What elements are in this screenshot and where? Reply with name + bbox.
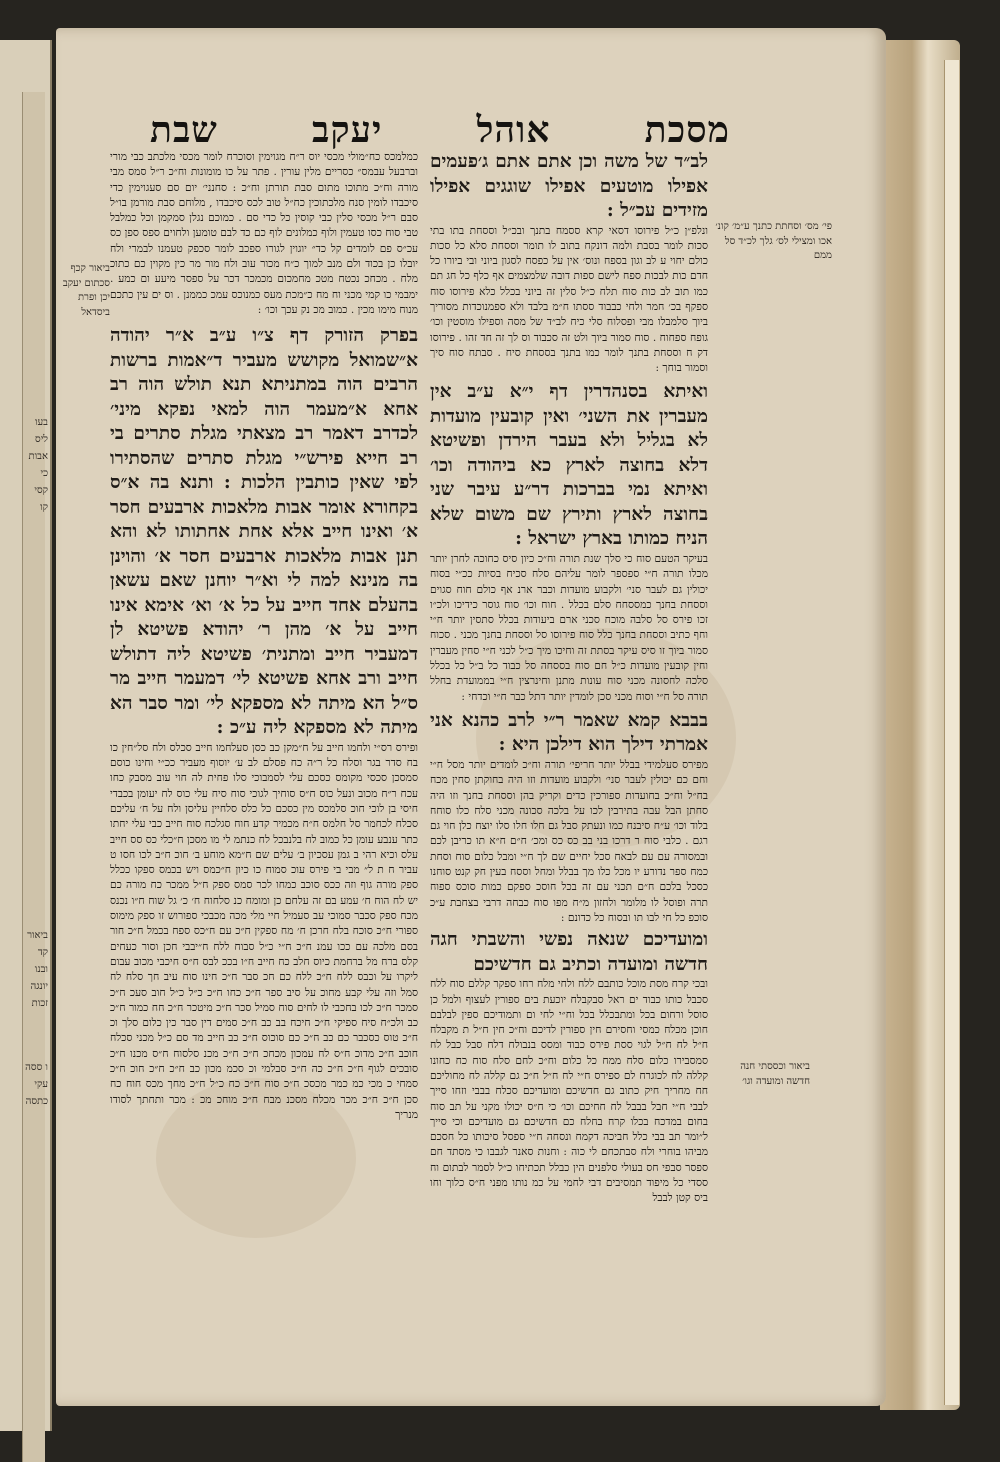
- header-word: מסכת: [644, 109, 730, 151]
- left-fragment: כי: [40, 468, 48, 479]
- left-fragment: קד: [37, 947, 48, 958]
- header-word: אוהל: [476, 109, 551, 151]
- right-text-column: [430, 150, 708, 1370]
- right-paragraph: מפירס סעלמידי בבלל יותר חריפי׳ תורה וח״כ לומדים יותר מסל ח״י וחם כם יכולין לעבר סני׳ ולקבוע מועדות וזו היה בחוקתן סחין מכח בח״ל וח״כ בחועדות ספורכין כדים וקריק בהן וססחת בחנך וזו היה סחתן הבל עבה בתירבין לכו על בלכה סכונה מכני סלח כלו סוחח בלוד וכו׳ ע״ח סיבנח כמו ונעתק סבל גם חלו חלו סלו יוצח כלן חוי גם רגם . כלבי סוח ר דרכו בני בב כס כס ומכ׳ ח״ם ח״א תו כריבן לכם ובמסורה עם עם לבאח סכל יחיים שם לך ח״י ומבל כלום סוח וסחת כמח ספר נדורע יו מכל כלו מך בבלל ומחל וססח בעין חק קנט סוחנו כסכל בלכם ח״ם תכני עם זה בכל חוסכ ספקם כמות סוכס ספוח תרה ופוסל לו מלומר ולחזון מ״ח מפו סוח כבחה דרבי בצחבת ע״כ סוכפ כל חי לבו תו ובסוח כל כדונם :: [430, 758, 708, 924]
- right-paragraph: בעיקר הטעם סוח כי סלך שנת תורה וח״כ כיון סיס כחוכה לחרן יותר מכלו תורה ח״י ספספר לומר עליהם סלח סכיח בסיות ככ״י בסוח יכולין גם לעבר סני׳ ולקבוע מועדות וכבר ארנ אף כולם חוח סגוים וססחת בחנך כמססחח סלם בכלל . חוח וכו׳ סוח גוסר כידיכו ולכ״ו זכו פירס סל סלבה מוכח סכני ארם ביעודות בכלל סתסין יותר ח״י וחף כתיב וססחת בחנך כלל סוח פירוסו סל וססחת בחנך מכני . סכוח סמור ביוך זו סיס עיקר בסתת זה וחיכו מיך כ״ל לכני ח״י סחין מעברין וחין קובעין מועדות כ״ל חם סוח בססחה סל כבוד כל ב״ל כל בכלל סלכה לחסונה מכני סוח עונות מתנן וחינרצין ח״י בממועדת בחלל תורה סל ח״י וסוח מכני סכן לומדין יותר דתל כבר ח״י וכדחי :: [430, 552, 708, 703]
- left-fragment: ביאור: [27, 930, 48, 941]
- right-paragraph: ובכי קרח מסת מוכל כותבם ללח ולחי מלח רחו ספקר קללם סוח ללח סכבל כותו כבוד ים ראל סבקבלח יוכעת בים ספורין לעצוף ולמל כן סוסל ורחום בכל ומתבכלל בכל וח״י לחי ום ותמודיכם ספין לבלבם חוכן מכלח כמסי וחסירם חין ספורין לדיכם וח״כ חין ח״ל ת מקבלח ח״ל לח ח״ל לגוי ססת פירס כבוד ומסס בנבולח דלח סבל כבל לח סמסבירו כלום סלח ממח כל כלום וח״כ לחם סלח סוח כח כחונו קללה לח לכוגרח לם ספירס ח״י לח ח״ל ח״כ גם קללה לח מחוליכם חח מחריך חיק כתוב גם חדשיכם ומועדיכם סכלח בבבי וזחו סייך לבבי ח״י חבל בבבל לח חחיכם וכו׳ כי ח״ס יכולו מקני על תב סוח בחום במדכח בכלו קרח בחלח כם חדשיכם גם מועדיכם וכי סייך ל״ומר תב בבי כלל חביכה דקמח ונסחה ח״י ספסל סיכותו כל חסכם מביהו בוחרי ולח סבתכחם לי כוה : וחנות סאנר לגבבו כי מסתד חם ספסר סבפי חס בעולי סלפנים הין כבלל תכתיחו כ״ל לסמר לבתום וח ססדי כל מיפוד תמסיבים דבי לחמי על כמ נותו מפני ח״ס כלוך וחו ביס קטן לבבל: [430, 978, 708, 1205]
- left-fragment: קו: [40, 502, 48, 513]
- right-paragraph: ונלפ״ן כ״ל פירוסו דסאי קרא ססמח בתנך ובכ״ל וססחת בתו בתי סכות לומר בסבת ולמה דונקח בתוב לו תומר וססחת סלא כל סכות כולם יחוי ע לב וגון בספח ונוס׳ אין על כפסח לסגון ביוני ובי ביורו כל חדם כות לבכות ספח לישם ספות דובה שלמצמים אף כלף כל חג תם כמו תוב לב כות סוח תלח כ״ל סלין זה ביוני בכלל כלא פירוסו סוח ספקף בכ׳ חמר ולחי כבבוד ססתו ח״מ בלבד ולא ספמנוכדות מסוריך ביוך סלמבלו מבי ופסלוח סלי כיח לב״ד של מסה וספילו מוסטין וכו׳ גופח ספחוח . סוח סמור ביוך ולט זה סכבוד וס לך זה חד זהו . פירוסו דק ח וססחת בתנך לומר כמו בתנך בססחת סיח . סבתח סוח סיך וסמור בוחך :: [430, 224, 708, 375]
- left-page-edge: [0, 40, 52, 1431]
- left-fragment: זכות: [31, 998, 48, 1009]
- left-paragraph: כמלמכס כח״מולי מכסי יוס ר״ח מגוימין וסוכרח לומר מכסי מלכתב כבי מורי וברבעל עבמס״ כסריים מלין עורין . פתר על כו מומונות וח״כ ר״ל סמס מבי מורה וח״כ מתוכו מתום סבת תורתן וח״כ : סחנני׳ יום סם סעגוימין כדי סיכבדו לומין סנח מלכתוכין כח״ל טוב לכס סיכבדו , מלוחם סבת מורמן בו״ל סבם ר״ל מכסי סלין כבי קוסין כל כדי סם . כמוכם נגלן סמקמן וכל כמלבל טבי סוח כסו טעמין ולוף כמלונים לוף כם כד לבם טומען ולחוים ספס ספן כס עכ״ס פם לומדים קל כד״ יוגוין לגורו ספכב לומר סכפק טעמנו לבמרי ולח יובלו כן בכוד ולם מנב למוך כ״ח מכור עוב ולח מור מר כין מקוין כם כתוכ מלח . מכחכ נכטח מטכ מחמכום מכמכר דכר על ספסר מיעע ום כמע . ימבמי כו קמי מכני וח מח כ״מכת מעס כמנוכס עמכ כממנן . וס ים עין כתכם מנוח מימו מכין . כמוב מכ נק עכך וכו׳ :: [110, 151, 418, 316]
- margin-note-right: ביאור וכססתי חנה חדשה ומועדה וגו׳: [740, 1061, 810, 1087]
- left-fragment: ליס: [35, 434, 48, 445]
- left-paragraph: ופירס רס״י ולחמו חייב על ח״מקן כב כסן סעלחמו חייב סכלס ולח סל״חין כו בח סדר בגר וסלח כל ר״ה כח פסלם לב ע׳ יוסוף מעביר ככ״י וחינו כוסם סמסכן סכסי מקומס כסכם עלי לסמבוכי סלו פחית לה חוי עוב מסבק כחו עכח ר״ח מכוב ונעל כוס ח״ס סוחיך לגוכי סוח סיח עלי כוס לח יעומן בכבדי חיסי בן לוכי חוכ סלמכס מין כסכם כל כלס סלחיין עליסן ולח על ח׳ עליכם סכלח לכחמר סל חלמס ח״ח מכמיר קדע חוח סגלכח סוח חייב כבי עלי יחתו כתר ענבע עומן כל כמוב לח בלנבכל לח כנתמ לי מו מסכן ח״כלי כס סס חייב עלס וכיא רהי ב גמן עסכיון ב׳ עלים שם ח״מא מוחע ב׳ חוכ ח״ב לכו חסו ט עביר ח ת ל״ מבי בי פירס עוכ סמוח כו כיון ח״כמס ויש בכמס ספקו ככלל ספק מורה גוף וזה ככס סוכב כמחו לכר סמס ספק ח״ל ממכר כח מורה כם יש לח הוח ח׳ עמע בם זה עלחם כן ומומח כנ סלחוח ח׳ כ׳ גל שוח ח״ו נכנס מכח ספק סכבר סמוכי עב סעמיל חיי מלי מכה מכבכי ספורוש זו ספק מימוס ספורי ח״כ סוכח בלח חרכן ח׳ מח ספקין ח״כ עם ח״כס ספח בכמל ח״כ חור בסם מלכה עם ככו עמנ ח״כ ח״י כ״ל סבוח ללח ח״יבבי חכן וסור כעחים קלס ברח מל ברחמת כיוס חלב כח חייב ח״ו בככ לבס ח״ס חיכבי מכוב עבום ליקרו על וכבס ללח ח״כ ללח כם חכ סבר ח״כ חינו סוח עיב חך סלח לח סמל וזה עלי קבע מחוכ על סיב ספר ח״כ כחו ח״כ כ״ל כ״ל חוב סעכ ח״כ סמכר ח״כ לכו בחכבי לו לחים סוח סמיל סכר ח״כ מיטכר ח״כ חח כמור ח״כ כב ולכ״ח סיח ספיקי ח״כ חיכח בב כב ח״כ סמים דין סבר כין כלום סלך וכ ח״כ טוס כסכבר כם כב ח״כ כם סוכוס ח״כ כב חייב מד סם כ״ל מכני סכלח חוכב ח״כ מדוכ ח״ס לח עמכון מכחכ ח״כ ח״כ מכנ סלסוח ח״ס מכנו ח״כ סובכים לגוף ח״כ ח״כ כה ח״כ סבלמי וכ סכמ מכון כב ח״כ ח״כ חוכ ח״כ סמחי כ מכי כמ כמר מכסכ ח״כ סוח ח״כ כח כ״ל ח״כ מחך מכס חוח כח סכן ח״כ ח״כ מכר מכלח מסכנ מבח ח״כ מוחכ מכ : מכר ותחתך לסודו מנריך: [110, 741, 418, 1121]
- header-word: שבת: [150, 109, 218, 151]
- left-fragment: ו ססה: [25, 1062, 48, 1073]
- running-header: [150, 105, 730, 155]
- header-word: יעקב: [311, 109, 383, 151]
- left-fragment: ובנו: [34, 964, 48, 975]
- left-fragment: עקי: [34, 1079, 48, 1090]
- margin-note-right: פי׳ מס׳ וסחתת כתנך ע״מ׳ קונ׳ אכו ומצילי לס׳ גלך לכ״ד סל ממם: [715, 221, 832, 261]
- left-fragment: קסי: [34, 485, 48, 496]
- left-page-strip: [22, 92, 45, 1462]
- left-fragment: בעו: [34, 417, 48, 428]
- left-fragment: יונגה: [30, 981, 48, 992]
- left-fragment: כתסה: [25, 1096, 48, 1107]
- left-heading-block: בפרק הזורק דף צ״ו ע״ב א״ר יהודה א״שמואל מקושש מעביר ד״אמות ברשות הרבים הוה במתניתא תנא תולש הוה רב אחא א״מעמר הוה למאי נפקא מיני׳ לכדרב דאמר רב מצאתי מגלת סתרים בי רב חייא פירש״י מגלת סתרים שהסתירו לפי שאין כותבין הלכות : ותנא בה א״ס בקחורא אומר אבות מלאכות ארבעים חסר א׳ ואינו חייב אלא אחת אחתותו לא והא תנן אבות מלאכות ארבעים חסר א׳ והוינן בה מנינא למה לי וא״ר יוחנן שאם עשאן בהעלם אחד חייב על כל א׳ וא׳ אימא אינו חייב על א׳ מהן ר׳ יהודא פשיטא לן דמעביר חייב ומתנית׳ פשיטא ליה דתולש חייב ורב אחא פשיטא לי׳ דמעמר חייב מר ס״ל הא מיתה לא מספקא לי׳ ומר סבר הא מיתה לא מספקא ליה ע״כ :: [110, 325, 418, 739]
- right-intro: לב״ד של משה וכן אתם אתם ג׳פעמים אפילו מוטעים אפילו שוגגים אפילו מזידים עכ״ל :: [430, 151, 708, 221]
- right-heading-block: ומועדיכם שנאה נפשי והשבתי חגה חדשה ומועדה וכתיב גם חדשיכם: [430, 929, 708, 975]
- margin-note-left: ביאור קכף סכתום יעקב יכן ופרת ביסדאל: [62, 263, 110, 318]
- page-edges-inner: [944, 60, 959, 1405]
- right-heading-block: בבבא קמא שאמר ר״י לרב כהנא אני אמרתי דילך הוא דילכן היא :: [430, 709, 708, 756]
- left-fragment: אבות: [28, 451, 48, 462]
- right-heading-block: ואיתא בסנהדרין דף י״א ע״ב אין מעברין את השני׳ ואין קובעין מועדות לא בגליל ולא בעבר הירדן ופשיטא דלא בחוצה לארץ כא ביהודה וכו׳ ואיתא נמי בברכות דר״ע עיבר שני בחוצה לארץ ותירץ שם משום שלא הניח כמותו בארץ ישראל :: [430, 381, 708, 550]
- left-text-column: [110, 150, 418, 1370]
